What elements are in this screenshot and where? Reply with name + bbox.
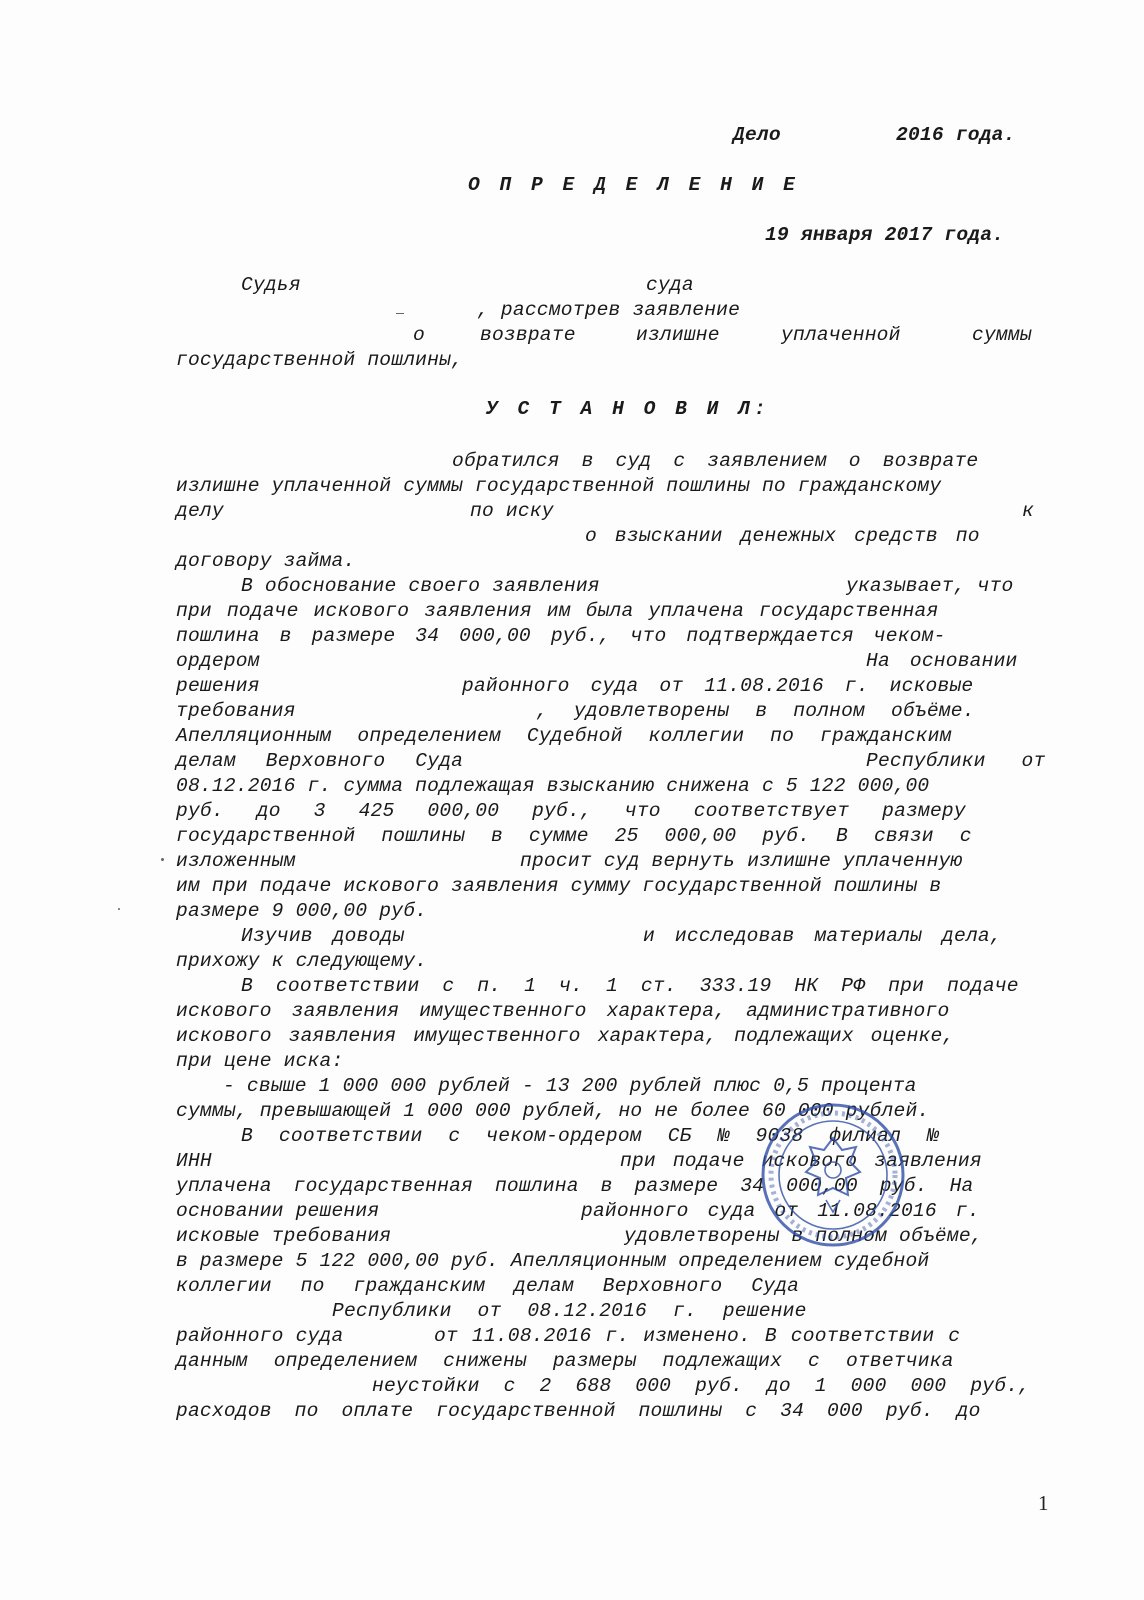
body-line: На основании: [866, 650, 1018, 672]
body-line: о взыскании денежных средств по: [585, 525, 980, 547]
body-line: обратился в суд с заявлением о возврате: [452, 450, 979, 472]
body-line: к: [1022, 500, 1034, 522]
body-line: искового заявления имущественного характера, подлежащих оценке,: [176, 1025, 955, 1047]
body-line: неустойки с 2 688 000 руб. до 1 000 000 руб.,: [372, 1375, 1031, 1397]
body-line: указывает, что: [846, 575, 1014, 597]
body-line: государственной пошлины в сумме 25 000,00 руб. В связи с: [176, 825, 972, 847]
body-line: В соответствии с п. 1 ч. 1 ст. 333.19 НК РФ при подаче: [241, 975, 1019, 997]
body-line: в размере 5 122 000,00 руб. Апелляционным определением судебной: [176, 1250, 930, 1272]
body-line: Республики от: [866, 750, 1046, 772]
scan-speck: [161, 858, 164, 861]
body-line: прихожу к следующему.: [176, 950, 428, 972]
section-heading: У С Т А Н О В И Л:: [486, 398, 770, 420]
scan-speck: [396, 313, 404, 314]
body-line: от 11.08.2016 г. изменено. В соответствии с: [434, 1325, 961, 1347]
body-line: требования: [176, 700, 296, 722]
body-line: им при подаче искового заявления сумму государственной пошлины в: [176, 875, 942, 897]
body-line: районного суда от 11.08.2016 г. исковые: [462, 675, 974, 697]
intro-word: возврате: [480, 324, 576, 346]
body-line: удовлетворены в полном объёме,: [624, 1225, 983, 1247]
body-line: искового заявления имущественного характера, административного: [176, 1000, 950, 1022]
body-line: ордером: [176, 650, 260, 672]
body-line: при подаче искового заявления им была уплачена государственная: [176, 600, 939, 622]
page-number: 1: [1038, 1491, 1049, 1515]
body-line: исковые требования: [176, 1225, 392, 1247]
body-line: основании решения: [176, 1200, 380, 1222]
body-line: , удовлетворены в полном объёме.: [536, 700, 975, 722]
scan-speck: [118, 908, 120, 910]
body-line: В обоснование своего заявления: [241, 575, 600, 597]
body-line: данным определением снижены размеры подлежащих с ответчика: [176, 1350, 954, 1372]
case-year: 2016 года.: [896, 124, 1016, 146]
body-line: расходов по оплате государственной пошлины с 34 000 руб. до: [176, 1400, 981, 1422]
body-line: 08.12.2016 г. сумма подлежащая взысканию снижена с 5 122 000,00: [176, 775, 930, 797]
body-line: и исследовав материалы дела,: [643, 925, 1002, 947]
body-line: делам Верховного Суда: [176, 750, 464, 772]
intro-word: уплаченной: [781, 324, 901, 346]
body-line: В соответствии с чеком-ордером СБ № 9038 филиал №: [241, 1125, 939, 1147]
intro-word: излишне: [636, 324, 720, 346]
body-line: решения: [176, 675, 260, 697]
body-line: Республики от 08.12.2016 г. решение: [332, 1300, 807, 1322]
body-line: просит суд вернуть излишне уплаченную: [520, 850, 963, 872]
document-title: О П Р Е Д Е Л Е Н И Е: [468, 174, 799, 196]
body-line: изложенным: [176, 850, 296, 872]
body-line: - свыше 1 000 000 рублей - 13 200 рублей плюс 0,5 процента: [223, 1075, 917, 1097]
body-line: суммы, превышающей 1 000 000 рублей, но не более 60 000 рублей.: [176, 1100, 930, 1122]
body-line: размере 9 000,00 руб.: [176, 900, 428, 922]
body-line: излишне уплаченной суммы государственной пошлины по гражданскому: [176, 475, 942, 497]
intro-word: суммы: [972, 324, 1032, 346]
body-line: уплачена государственная пошлина в размере 34 000,00 руб. На: [176, 1175, 974, 1197]
body-line: руб. до 3 425 000,00 руб., что соответствует размеру: [176, 800, 966, 822]
body-line: при подаче искового заявления: [620, 1150, 982, 1172]
body-line: пошлина в размере 34 000,00 руб., что подтверждается чеком-: [176, 625, 946, 647]
body-line: ИНН: [176, 1150, 212, 1172]
body-line: Изучив доводы: [241, 925, 405, 947]
body-line: Апелляционным определением Судебной коллегии по гражданским: [176, 725, 952, 747]
body-line: делу: [176, 500, 224, 522]
body-line: по иску: [470, 500, 554, 522]
body-line: договору займа.: [176, 550, 356, 572]
court-label: суда: [646, 274, 694, 296]
body-line: коллегии по гражданским делам Верховного Суда: [176, 1275, 800, 1297]
court-seal-stamp: [758, 1100, 908, 1250]
body-line: при цене иска:: [176, 1050, 344, 1072]
document-date: 19 января 2017 года.: [765, 224, 1005, 246]
intro-line: государственной пошлины,: [176, 349, 463, 371]
body-line: районного суда от 11.08.2016 г.: [581, 1200, 980, 1222]
considering-text: , рассмотрев заявление: [477, 299, 741, 321]
body-line: районного суда: [176, 1325, 344, 1347]
judge-label: Судья: [241, 274, 301, 296]
intro-word: о: [413, 324, 425, 346]
case-label: Дело: [733, 124, 781, 146]
